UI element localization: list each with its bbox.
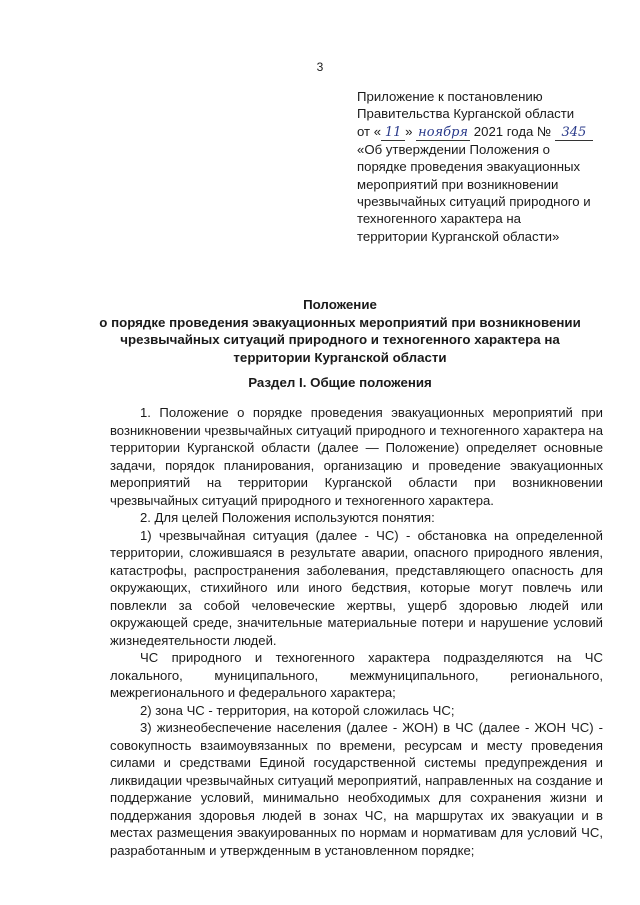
date-year: 2021 года №: [473, 123, 552, 139]
handwritten-day: 11: [381, 126, 405, 141]
appendix-subject-line: порядке проведения эвакуационных: [357, 159, 581, 175]
date-prefix: от «: [357, 123, 382, 139]
appendix-subject-line: техногенного характера на: [357, 211, 521, 227]
title-line: чрезвычайных ситуаций природного и техногенного характера на: [120, 332, 560, 348]
paragraph: 2) зона ЧС - территория, на которой сложилась ЧС;: [140, 702, 455, 718]
paragraph: 1) чрезвычайная ситуация (далее - ЧС) - обстановка на определенной территории, сложившаяся в результате аварии, опасного природного явления, катастрофы, распространения заболевания, представляющего опасность для окружающих, стихийного или иного бедствия, которые могут повлечь или повлекли за собой человеческие жертвы, ущерб здоровью людей или окружающей среде, значительные материальные потери и нарушение условий жизнедеятельности людей.: [110, 527, 603, 648]
paragraph: 1. Положение о порядке проведения эвакуационных мероприятий при возникновении чрезвычайных ситуаций природного и техногенного характера на территории Курганской области (далее — Положение) определяет основные задачи, порядок планирования, организацию и проведение эвакуационных мероприятий на территории Курганской области при возникновении чрезвычайных ситуаций природного и техногенного характера.: [110, 405, 603, 508]
section-heading: Раздел I. Общие положения: [248, 375, 432, 390]
appendix-subject-line: чрезвычайных ситуаций природного и: [357, 194, 591, 210]
date-close: »: [405, 123, 413, 139]
appendix-subject-line: «Об утверждении Положения о: [357, 141, 550, 157]
paragraph: ЧС природного и техногенного характера подразделяются на ЧС локального, муниципального, межмуниципального, регионального, межрегионального и федерального характера;: [110, 650, 603, 700]
appendix-line: Приложение к постановлению: [357, 89, 543, 104]
handwritten-doc-number: 345: [555, 126, 593, 141]
title-line: о порядке проведения эвакуационных мероприятий при возникновении: [99, 314, 581, 330]
page-number: 3: [316, 60, 324, 74]
title-line: территории Курганской области: [233, 349, 447, 365]
appendix-subject-line: территории Курганской области»: [357, 228, 560, 244]
document-title: [80, 296, 600, 366]
appendix-date-line: [357, 123, 607, 141]
paragraph: 3) жизнеобеспечение населения (далее - ЖОН) в ЧС (далее - ЖОН ЧС) - совокупность взаимоувязанных по времени, ресурсам и месту проведения силами и средствами Единой государственной системы предупреждения и ликвидации чрезвычайных ситуаций мероприятий, направленных на создание и поддержание условий, минимально необходимых для сохранения жизни и поддержания здоровья людей в зонах ЧС, на маршрутах их эвакуации и в местах размещения эвакуированных по нормам и нормативам для условий ЧС, разработанным и утвержденным в установленном порядке;: [110, 720, 603, 858]
appendix-block: [357, 88, 607, 245]
appendix-subject-line: мероприятий при возникновении: [357, 176, 559, 192]
appendix-line: Правительства Курганской области: [357, 106, 575, 122]
paragraph: 2. Для целей Положения используются понятия:: [140, 510, 435, 525]
handwritten-month: ноября: [416, 126, 470, 141]
title-line: Положение: [303, 297, 377, 312]
body-text: [110, 404, 603, 859]
